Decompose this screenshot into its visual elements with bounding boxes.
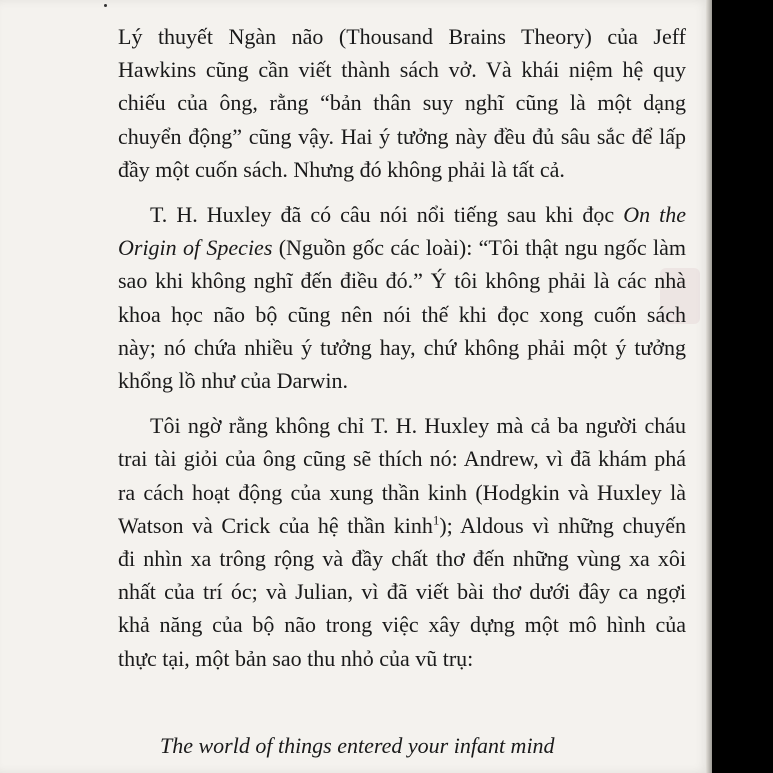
text-line: nhất của trí óc; và Julian, vì đã viết bài thơ dưới đây ca ngợi [118,579,686,605]
text-line: Lý thuyết Ngàn não (Thousand Brains Theory) của Jeff [118,24,686,49]
poem-verse-line: The world of things entered your infant mind [160,733,555,758]
text-line: thực tại, một bản sao thu nhỏ của vũ trụ: [118,645,474,671]
text-line [118,509,686,542]
paragraph-gap [118,186,686,198]
text-line: trai tài giỏi của ông cũng sẽ thích nó: Andrew, vì đã khám phá [118,446,686,472]
text-line: khổng lồ như của Darwin. [118,368,349,394]
book-title-italic: Origin of Species [118,235,273,261]
text-line: Hawkins cũng cần viết thành sách vở. Và khái niệm hệ quy [118,57,686,83]
page-edge-shadow [706,0,712,773]
paragraph-1 [118,20,686,186]
paragraph-gap [118,397,686,409]
body-text [118,20,686,675]
text-line [118,231,686,264]
text-line: chuyển động” cũng vậy. Hai ý tưởng này đều đủ sâu sắc để lấp [118,123,686,149]
text-line: khoa học não bộ cũng nên nói thế khi đọc xong cuốn sách [118,301,686,327]
text-line [118,409,686,442]
text-line: đầy một cuốn sách. Nhưng đó không phải là tất cả. [118,156,565,182]
text-line: đi nhìn xa trông rộng và đầy chất thơ đến những vùng xa xôi [118,546,686,572]
text-line: chiếu của ông, rằng “bản thân suy nghĩ cũng là một dạng [118,90,686,116]
paragraph-2 [118,198,686,397]
text-line: này; nó chứa nhiều ý tưởng hay, chứ không phải một ý tưởng [118,334,686,360]
text-run: Watson và Crick của hệ thần kinh [118,512,433,538]
page-speck [104,4,107,7]
text-run: T. H. Huxley đã có câu nói nổi tiếng sau khi đọc [150,202,624,228]
paragraph-3 [118,409,686,675]
text-line: sao khi không nghĩ đến điều đó.” Ý tôi không phải là các nhà [118,268,686,294]
text-run: Tôi ngờ rằng không chỉ T. H. Huxley mà cả ba người cháu [150,413,686,439]
book-title-italic: On the [623,202,687,228]
text-run: ); Aldous vì những chuyến [439,512,686,538]
text-run: (Nguồn gốc các loài): “Tôi thật ngu ngốc làm [272,235,686,261]
text-line: ra cách hoạt động của xung thần kinh (Hodgkin và Huxley là [118,479,686,505]
footnote-marker[interactable]: 1 [432,512,440,528]
text-line [118,198,686,231]
text-line: khả năng của bộ não trong việc xây dựng một mô hình của [118,612,686,638]
